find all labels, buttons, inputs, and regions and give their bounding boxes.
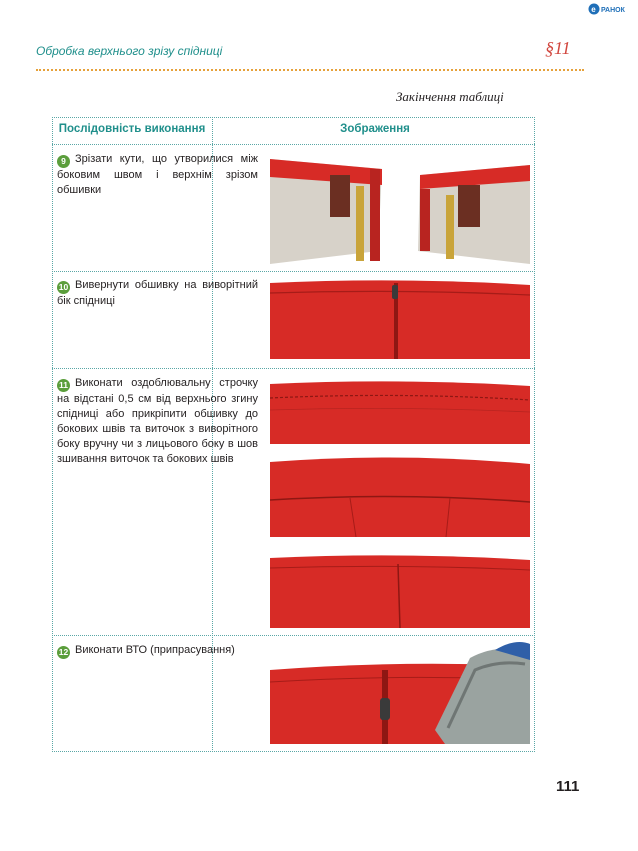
page-number: 111 <box>556 778 580 795</box>
photo-pressing <box>270 640 530 744</box>
step-number-badge: 10 <box>58 282 69 292</box>
running-title: Обробка верхнього зрізу спідниці <box>36 44 223 58</box>
photo-topstitching <box>270 376 530 444</box>
step-12 <box>57 643 258 659</box>
step-11 <box>57 376 258 467</box>
step-text: Зрізати кути, що утворилися між боковим швом і верхнім зрізом обшивки <box>57 153 258 196</box>
photo-trimmed-corners <box>270 151 530 264</box>
step-text: Виконати ВТО (припрасування) <box>75 644 235 656</box>
publisher-logo <box>588 2 630 16</box>
step-9 <box>57 152 258 198</box>
step-number-badge: 11 <box>59 380 68 390</box>
header-divider <box>36 69 584 71</box>
step-text: Вивернути обшивку на виворітний бік спідниці <box>57 279 258 307</box>
step-number-badge: 12 <box>58 647 69 657</box>
photo-finished-waist <box>270 548 530 628</box>
step-number-badge: 9 <box>57 155 70 168</box>
publisher-logo-text: РАНОК <box>601 7 625 14</box>
section-number: §11 <box>545 38 571 58</box>
row-divider <box>52 635 535 636</box>
header-row-divider <box>52 144 535 145</box>
column-header-images: Зображення <box>340 123 410 135</box>
step-10 <box>57 278 258 309</box>
column-header-sequence: Послідовність виконання <box>58 123 206 135</box>
photo-turned-facing <box>270 279 530 359</box>
step-text: Виконати оздоблювальну строчку на відстані 0,5 см від верхнього згину спідниці або прикріпити обшивку до бокових швів та виточок з виворітного боку вручну чи з лицьового боку в шов зшивання виточок та бокових швів <box>57 377 258 465</box>
row-divider <box>52 368 535 369</box>
table-caption: Закінчення таблиці <box>396 89 504 104</box>
svg-text:e: e <box>591 5 596 14</box>
photo-facing-attached <box>270 452 530 537</box>
row-divider <box>52 271 535 272</box>
